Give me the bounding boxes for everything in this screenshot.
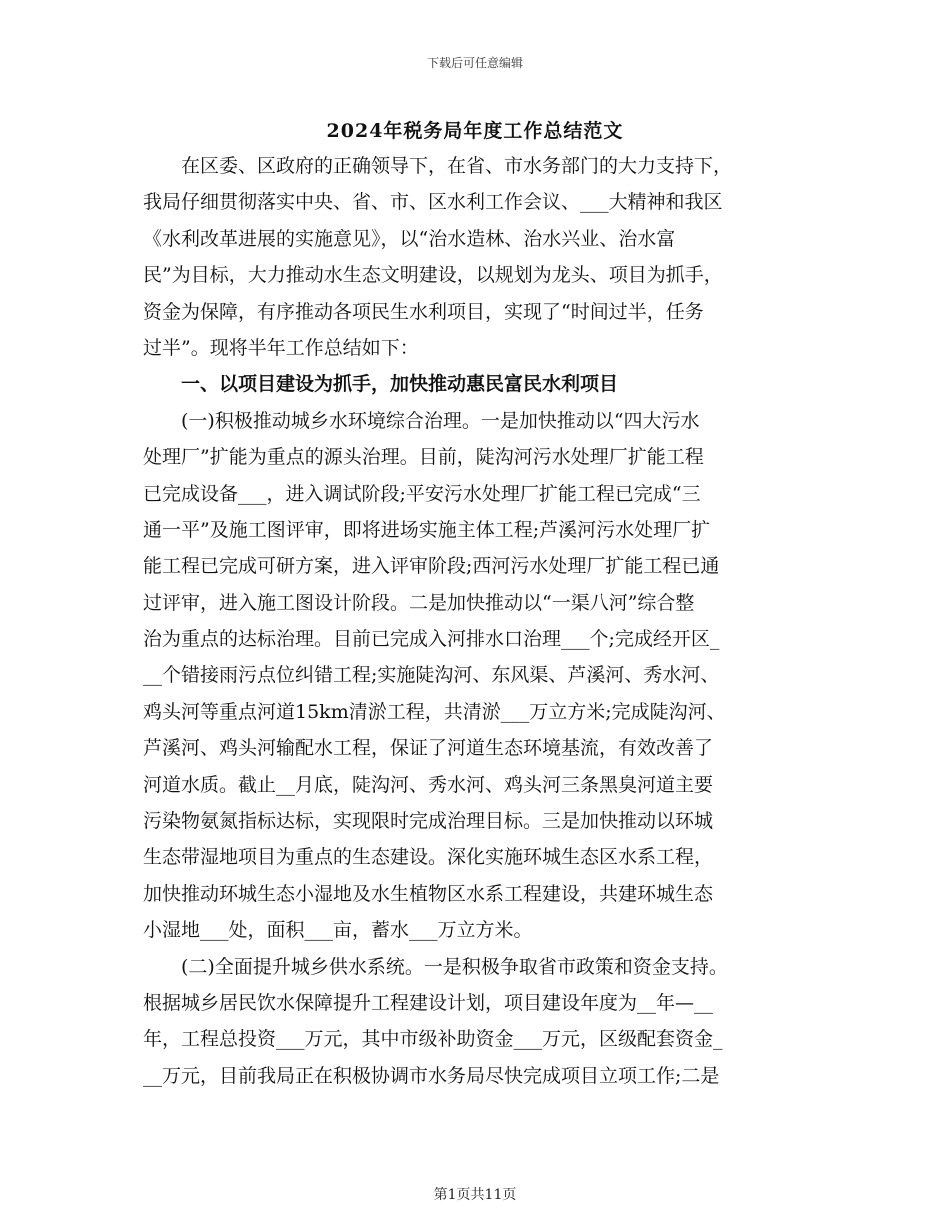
body-text-line: (一)积极推动城乡水环境综合治理。一是加快推动以“四大污水 (181, 409, 700, 432)
body-text-line: 已完成设备___，进入调试阶段;平安污水处理厂扩能工程已完成“三 (143, 482, 701, 505)
body-text-line: 芦溪河、鸡头河输配水工程，保证了河道生态环境基流，有效改善了 (143, 737, 714, 760)
body-text-line: 污染物氨氮指标达标，实现限时完成治理目标。三是加快推动以环城 (143, 810, 714, 833)
body-text-line: 鸡头河等重点河道15km清淤工程，共清淤___万立方米;完成陡沟河、 (143, 700, 726, 723)
body-text-line: 治为重点的达标治理。目前已完成入河排水口治理___个;完成经开区_ (143, 628, 720, 651)
header-note: 下载后可任意编辑 (426, 56, 523, 70)
body-text-line: __万元，目前我局正在积极协调市水务局尽快完成项目立项工作;二是 (143, 1064, 720, 1087)
body-text-line: 能工程已完成可研方案，进入评审阶段;西河污水处理厂扩能工程已通 (143, 555, 720, 578)
body-text-line: 根据城乡居民饮水保障提升工程建设计划，项目建设年度为__年—__ (143, 991, 714, 1014)
body-text-line: 资金为保障，有序推动各项民生水利项目，实现了“时间过半，任务 (143, 300, 704, 323)
body-text-line: 生态带湿地项目为重点的生态建设。深化实施环城生态区水系工程， (143, 846, 714, 869)
body-text-line: 我局仔细贯彻落实中央、省、市、区水利工作会议、___大精神和我区 (143, 191, 723, 214)
page-footer: 第1页共11页 (433, 1187, 517, 1203)
body-text-line: 河道水质。截止__月底，陡沟河、秀水河、鸡头河三条黑臭河道主要 (143, 773, 714, 796)
body-text-line: 《水利改革进展的实施意见》，以“治水造林、治水兴业、治水富 (143, 227, 676, 250)
body-text-line: 加快推动环城生态小湿地及水生植物区水系工程建设，共建环城生态 (143, 882, 714, 905)
section-heading: 一、以项目建设为抓手，加快推动惠民富民水利项目 (181, 373, 619, 396)
body-text-line: 过评审，进入施工图设计阶段。二是加快推动以“一渠八河”综合整 (143, 591, 695, 614)
body-text-line: 过半”。现将半年工作总结如下： (143, 336, 419, 359)
body-text-line: 处理厂”扩能为重点的源头治理。目前，陡沟河污水处理厂扩能工程 (143, 446, 704, 469)
body-text-line: (二)全面提升城乡供水系统。一是积极争取省市政策和资金支持。 (181, 955, 728, 978)
body-text-line: __个错接雨污点位纠错工程;实施陡沟河、东风渠、芦溪河、秀水河、 (143, 664, 720, 687)
body-text-line: 小湿地___处，面积___亩，蓄水___万立方米。 (143, 919, 533, 942)
body-text-line: 通一平”及施工图评审，即将进场实施主体工程;芦溪河污水处理厂扩 (143, 518, 711, 541)
document-body (143, 148, 808, 1094)
body-text-line: 民”为目标，大力推动水生态文明建设，以规划为龙头、项目为抓手， (143, 264, 723, 287)
body-text-line: 在区委、区政府的正确领导下，在省、市水务部门的大力支持下， (181, 155, 733, 177)
document-title: 2024年税务局年度工作总结范文 (326, 120, 624, 142)
body-text-line: 年，工程总投资___万元，其中市级补助资金___万元，区级配套资金_ (143, 1028, 723, 1051)
